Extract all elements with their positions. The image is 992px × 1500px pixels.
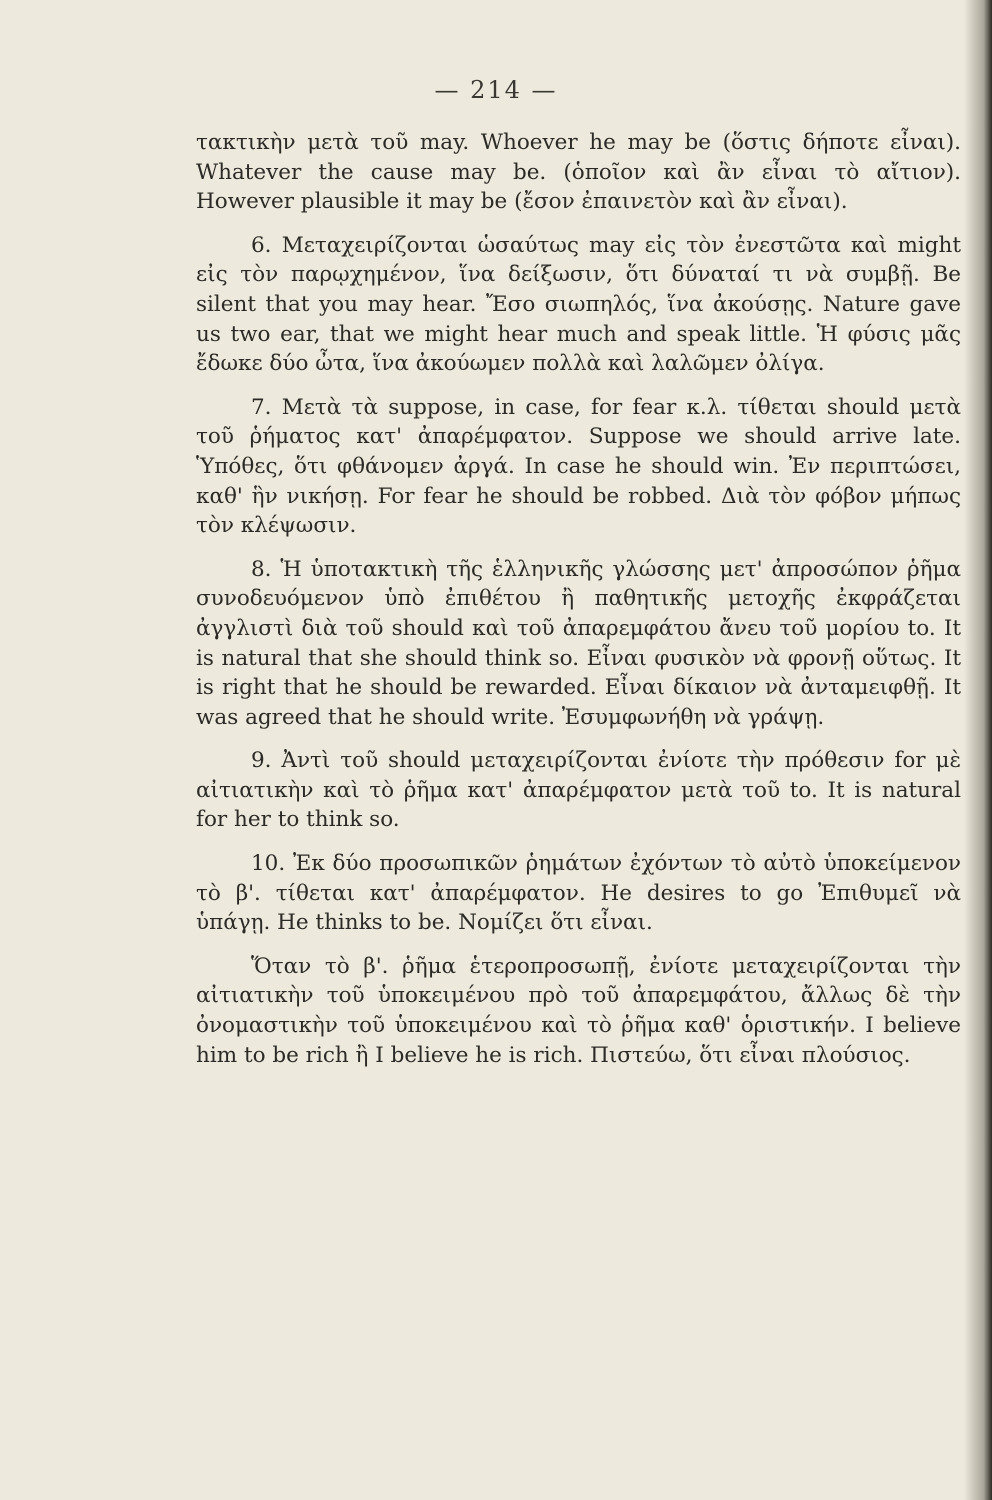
paragraph-6: 6. Μεταχειρίζονται ὡσαύτως may εἰς τὸν ἐνεστῶτα καὶ might εἰς τὸν παρῳχημένον, ἵνα δείξωσιν, ὅτι δύναταί τι νὰ συμβῇ. Be silent that you may hear. Ἔσο σιωπηλός, ἵνα ἀκούσῃς. Nature gave us two ear, that we might hear much and speak little. Ἡ φύσις μᾶς ἔδωκε δύο ὦτα, ἵνα ἀκούωμεν πολλὰ καὶ λαλῶμεν ὀλίγα. bbox=[196, 232, 961, 377]
paragraph-7: 7. Μετὰ τὰ suppose, in case, for fear κ.λ. τίθεται should μετὰ τοῦ ῥήματος κατ' ἀπαρέμφατον. Suppose we should arrive late. Ὑπόθες, ὅτι φθάνομεν ἀργά. In case he should win. Ἐν περιπτώσει, καθ' ἣν νικήσῃ. For fear he should be robbed. Διὰ τὸν φόβον μήπως τὸν κλέψωσιν. bbox=[196, 394, 961, 539]
page-body bbox=[196, 128, 961, 1084]
paragraph-10-note: Ὅταν τὸ β'. ῥῆμα ἑτεροπροσωπῇ, ἐνίοτε μεταχειρίζονται τὴν αἰτιατικὴν τοῦ ὑποκειμένου πρὸ τοῦ ἀπαρεμφάτου, ἄλλως δὲ τὴν ὀνομαστικὴν τοῦ ὑποκειμένου καὶ τὸ ῥῆμα καθ' ὁριστικήν. I believe him to be rich ἢ I believe he is rich. Πιστεύω, ὅτι εἶναι πλούσιος. bbox=[196, 953, 961, 1068]
paragraph-continuation: τακτικὴν μετὰ τοῦ may. Whoever he may be (ὅστις δήποτε εἶναι). Whatever the cause may be. (ὁποῖον καὶ ἂν εἶναι τὸ αἴτιον). However plausible it may be (ἔσον ἐπαινετὸν καὶ ἂν εἶναι). bbox=[196, 130, 961, 215]
paragraph-8: 8. Ἡ ὑποτακτικὴ τῆς ἑλληνικῆς γλώσσης μετ' ἀπροσώπον ῥῆμα συνοδευόμενον ὑπὸ ἐπιθέτου ἢ παθητικῆς μετοχῆς ἐκφράζεται ἀγγλιστὶ διὰ τοῦ should καὶ τοῦ ἀπαρεμφάτου ἄνευ τοῦ μορίου to. It is natural that she should think so. Εἶναι φυσικὸν νὰ φρονῇ οὕτως. It is right that he should be rewarded. Εἶναι δίκαιον νὰ ἀνταμειφθῇ. It was agreed that he should write. Ἐσυμφωνήθη νὰ γράψῃ. bbox=[196, 556, 961, 730]
page-edge-shadow bbox=[964, 0, 992, 1500]
page-number: — 214 — bbox=[434, 76, 558, 104]
paragraph-9: 9. Ἀντὶ τοῦ should μεταχειρίζονται ἐνίοτε τὴν πρόθεσιν for μὲ αἰτιατικὴν καὶ τὸ ῥῆμα κατ' ἀπαρέμφατον μετὰ τοῦ to. It is natural for her to think so. bbox=[196, 748, 961, 833]
paragraph-10: 10. Ἐκ δύο προσωπικῶν ῥημάτων ἐχόντων τὸ αὐτὸ ὑποκείμενον τὸ β'. τίθεται κατ' ἀπαρέμφατον. He desires to go Ἐπιθυμεῖ νὰ ὑπάγῃ. He thinks to be. Νομίζει ὅτι εἶναι. bbox=[196, 851, 961, 936]
